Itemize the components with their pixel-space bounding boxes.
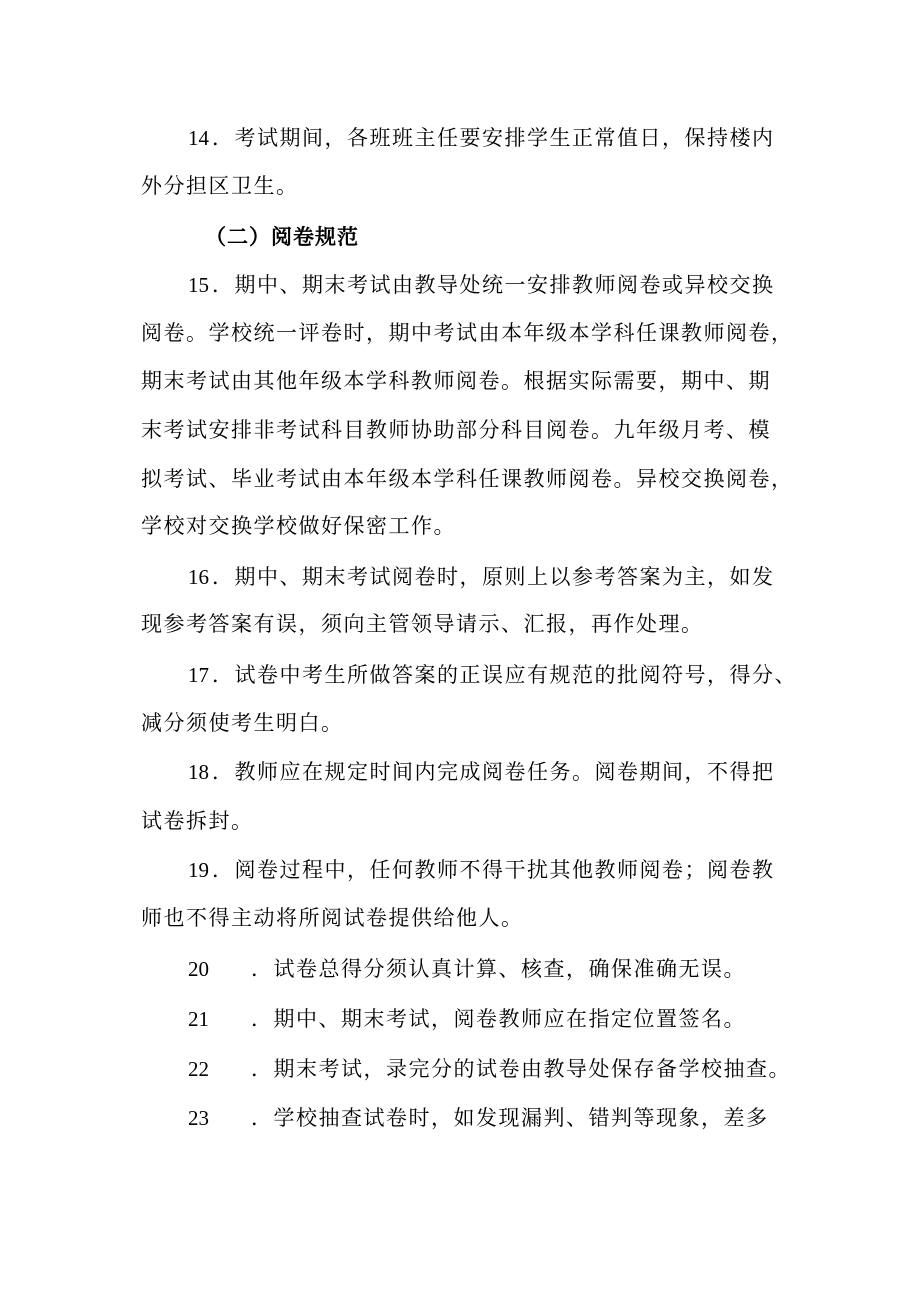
item-17-number: 17 (188, 663, 209, 687)
item-15-number: 15 (188, 273, 209, 297)
item-16-text-1: ．期中、期末考试阅卷时，原则上以参考答案为主，如发 (212, 565, 775, 589)
item-14-line-2: 外分担区卫生。 (141, 174, 299, 198)
item-19-text-1: ．阅卷过程中，任何教师不得干扰其他教师阅卷；阅卷教 (212, 858, 775, 882)
item-15-line-4: 末考试安排非考试科目教师协助部分科目阅卷。九年级月考、模 (141, 418, 771, 442)
item-15-line-3: 期末考试由其他年级本学科教师阅卷。根据实际需要，期中、期 (141, 369, 771, 393)
section-heading: （二）阅卷规范 (205, 224, 359, 249)
item-20-text-1: ．试卷总得分须认真计算、核查，确保准确无误。 (251, 957, 746, 981)
item-14-number: 14 (188, 126, 209, 150)
item-22-text-1: ．期末考试，录完分的试卷由教导处保存备学校抽查。 (251, 1057, 791, 1081)
item-15-line-6: 学校对交换学校做好保密工作。 (141, 514, 456, 538)
item-16-number: 16 (188, 565, 209, 589)
item-16-line-2: 现参考答案有误，须向主管领导请示、汇报，再作处理。 (141, 612, 704, 636)
item-17-text-1: ．试卷中考生所做答案的正误应有规范的批阅符号，得分、 (212, 663, 797, 687)
item-22-number: 22 (188, 1057, 209, 1081)
item-15-line-1 (188, 270, 775, 300)
item-14-text-1: ．考试期间，各班班主任要安排学生正常值日，保持楼内 (212, 126, 775, 150)
item-18-line-1 (188, 757, 775, 787)
item-15-text-1: ．期中、期末考试由教导处统一安排教师阅卷或异校交换 (212, 273, 775, 297)
item-15-line-5: 拟考试、毕业考试由本年级本学科任课教师阅卷。异校交换阅卷， (141, 467, 794, 491)
item-21-line-1 (188, 1004, 746, 1034)
item-15-line-2: 阅卷。学校统一评卷时，期中考试由本年级本学科任课教师阅卷， (141, 321, 794, 345)
item-16-line-1 (188, 562, 775, 592)
item-17-line-2: 减分须使考生明白。 (141, 711, 344, 735)
item-18-number: 18 (188, 760, 209, 784)
item-21-text-1: ．期中、期末考试，阅卷教师应在指定位置签名。 (251, 1007, 746, 1031)
item-20-number: 20 (188, 957, 209, 981)
item-23-number: 23 (188, 1106, 209, 1130)
item-22-line-1 (188, 1054, 791, 1084)
item-19-line-2: 师也不得主动将所阅试卷提供给他人。 (141, 906, 524, 930)
item-17-line-1 (188, 660, 797, 690)
item-21-number: 21 (188, 1007, 209, 1031)
item-23-text-1: ．学校抽查试卷时，如发现漏判、错判等现象，差多 (251, 1106, 769, 1130)
item-18-text-1: ．教师应在规定时间内完成阅卷任务。阅卷期间，不得把 (212, 760, 775, 784)
item-23-line-1 (188, 1103, 769, 1133)
item-18-line-2: 试卷拆封。 (141, 809, 254, 833)
item-19-number: 19 (188, 858, 209, 882)
item-19-line-1 (188, 855, 775, 885)
item-14-line-1 (188, 123, 775, 153)
item-20-line-1 (188, 954, 746, 984)
